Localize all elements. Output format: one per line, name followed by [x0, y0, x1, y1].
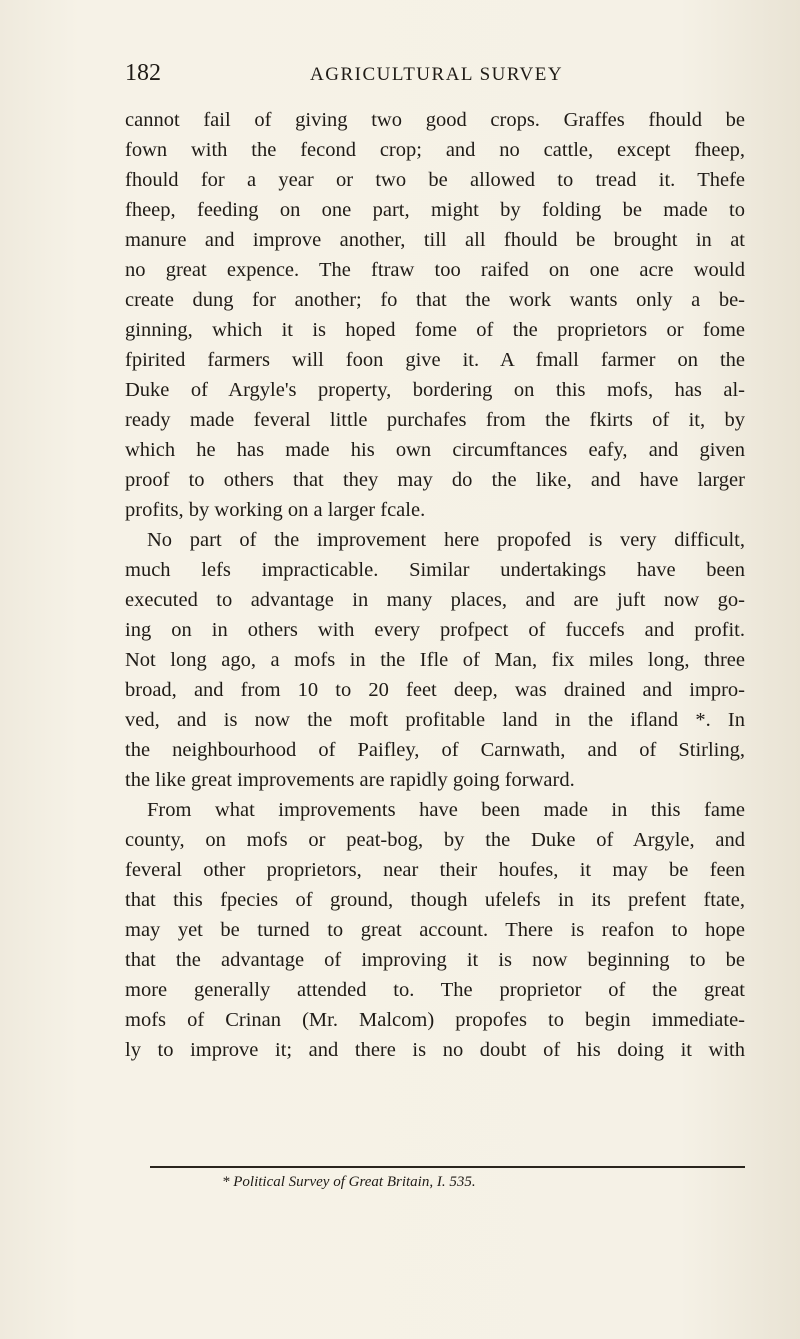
running-head: AGRICULTURAL SURVEY	[310, 64, 564, 85]
page-number: 182	[125, 60, 161, 86]
paragraph-end-line: the like great improvements are rapidly going forward.	[125, 769, 575, 791]
page-header	[125, 60, 745, 96]
text-line: which he has made his own circumftances eafy, and given	[125, 439, 745, 461]
text-line: cannot fail of giving two good crops. Graffes fhould be	[125, 109, 745, 131]
footnote-divider	[150, 1166, 745, 1168]
text-line: ginning, which it is hoped fome of the proprietors or fome	[125, 319, 745, 341]
text-line: proof to others that they may do the like, and have larger	[125, 469, 745, 491]
text-line: that the advantage of improving it is now beginning to be	[125, 949, 745, 971]
text-line: ing on in others with every profpect of fuccefs and profit.	[125, 619, 745, 641]
text-line: that this fpecies of ground, though ufelefs in its prefent ftate,	[125, 889, 745, 911]
text-line: mofs of Crinan (Mr. Malcom) propofes to begin immediate-	[125, 1009, 745, 1031]
text-line: ly to improve it; and there is no doubt of his doing it with	[125, 1039, 745, 1061]
text-line: executed to advantage in many places, and are juft now go-	[125, 589, 745, 611]
text-line: manure and improve another, till all fhould be brought in at	[125, 229, 745, 251]
text-line: more generally attended to. The proprietor of the great	[125, 979, 745, 1001]
text-line: ved, and is now the moft profitable land in the ifland *. In	[125, 709, 745, 731]
body-text	[125, 105, 745, 1065]
paragraph-end-line: profits, by working on a larger fcale.	[125, 499, 426, 521]
text-line: much lefs impracticable. Similar undertakings have been	[125, 559, 745, 581]
text-line: feveral other proprietors, near their houfes, it may be feen	[125, 859, 745, 881]
text-line: create dung for another; fo that the work wants only a be-	[125, 289, 745, 311]
text-line: fown with the fecond crop; and no cattle, except fheep,	[125, 139, 745, 161]
text-line: fheep, feeding on one part, might by folding be made to	[125, 199, 745, 221]
paragraph-start-line: From what improvements have been made in this fame	[147, 799, 745, 821]
footnote: * Political Survey of Great Britain, I. 535.	[222, 1174, 476, 1190]
text-line: the neighbourhood of Paifley, of Carnwath, and of Stirling,	[125, 739, 745, 761]
text-line: county, on mofs or peat-bog, by the Duke of Argyle, and	[125, 829, 745, 851]
text-line: fpirited farmers will foon give it. A fmall farmer on the	[125, 349, 745, 371]
text-line: broad, and from 10 to 20 feet deep, was drained and impro-	[125, 679, 745, 701]
text-line: Duke of Argyle's property, bordering on this mofs, has al-	[125, 379, 745, 401]
text-line: fhould for a year or two be allowed to tread it. Thefe	[125, 169, 745, 191]
text-line: ready made feveral little purchafes from the fkirts of it, by	[125, 409, 745, 431]
text-line: no great expence. The ftraw too raifed on one acre would	[125, 259, 745, 281]
text-line: Not long ago, a mofs in the Ifle of Man, fix miles long, three	[125, 649, 745, 671]
paragraph-start-line: No part of the improvement here propofed is very difficult,	[147, 529, 745, 551]
text-line: may yet be turned to great account. There is reafon to hope	[125, 919, 745, 941]
